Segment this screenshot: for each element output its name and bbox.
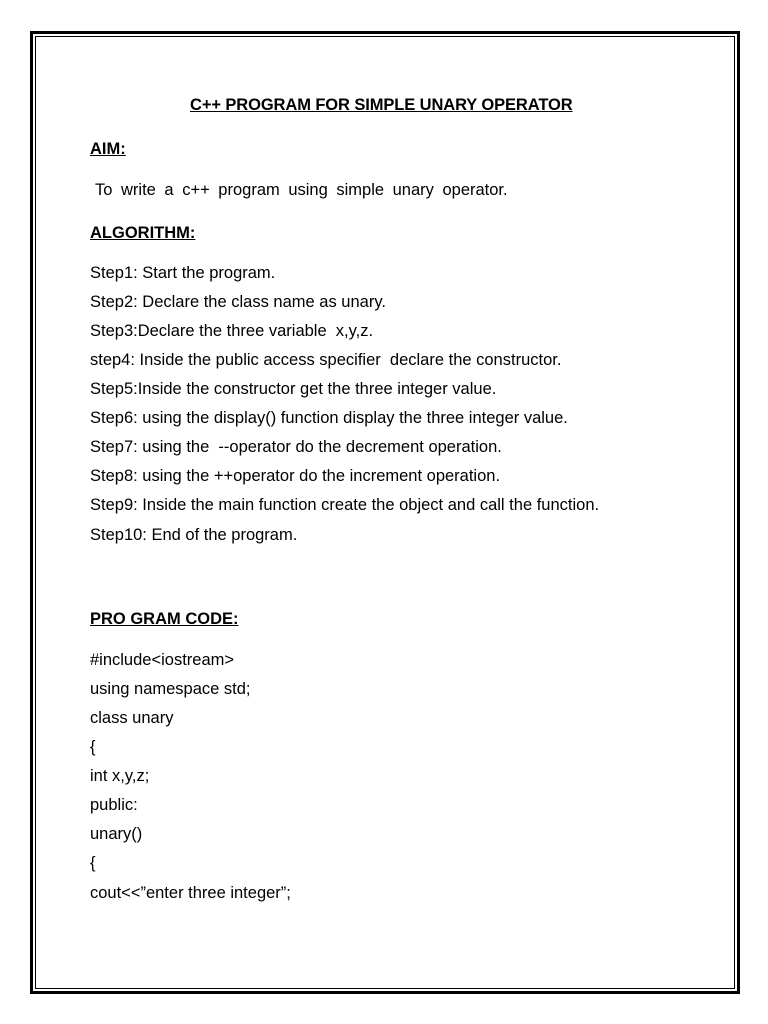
code-line: { <box>90 854 96 872</box>
algorithm-step: Step7: using the --operator do the decrement operation. <box>90 438 502 456</box>
algorithm-step: Step1: Start the program. <box>90 264 276 282</box>
code-line: int x,y,z; <box>90 767 150 785</box>
algorithm-step: Step2: Declare the class name as unary. <box>90 293 386 311</box>
code-line: { <box>90 738 96 756</box>
algorithm-heading: ALGORITHM: <box>90 224 196 242</box>
code-line: #include<iostream> <box>90 651 235 669</box>
aim-heading: AIM: <box>90 140 126 158</box>
algorithm-step: step4: Inside the public access specifier declare the constructor. <box>90 351 562 369</box>
code-line: cout<<”enter three integer”; <box>90 884 291 902</box>
program-code-heading: PRO GRAM CODE: <box>90 610 239 628</box>
code-line: public: <box>90 796 138 814</box>
algorithm-step: Step5:Inside the constructor get the three integer value. <box>90 380 497 398</box>
code-line: unary() <box>90 825 143 843</box>
algorithm-step: Step8: using the ++operator do the increment operation. <box>90 467 501 485</box>
code-line: using namespace std; <box>90 680 251 698</box>
aim-text: To write a c++ program using simple unary operator. <box>95 181 508 199</box>
algorithm-step: Step10: End of the program. <box>90 526 298 544</box>
code-line: class unary <box>90 709 174 727</box>
document-title: C++ PROGRAM FOR SIMPLE UNARY OPERATOR <box>190 96 573 114</box>
algorithm-step: Step3:Declare the three variable x,y,z. <box>90 322 374 340</box>
algorithm-step: Step9: Inside the main function create the object and call the function. <box>90 496 600 514</box>
algorithm-step: Step6: using the display() function display the three integer value. <box>90 409 568 427</box>
